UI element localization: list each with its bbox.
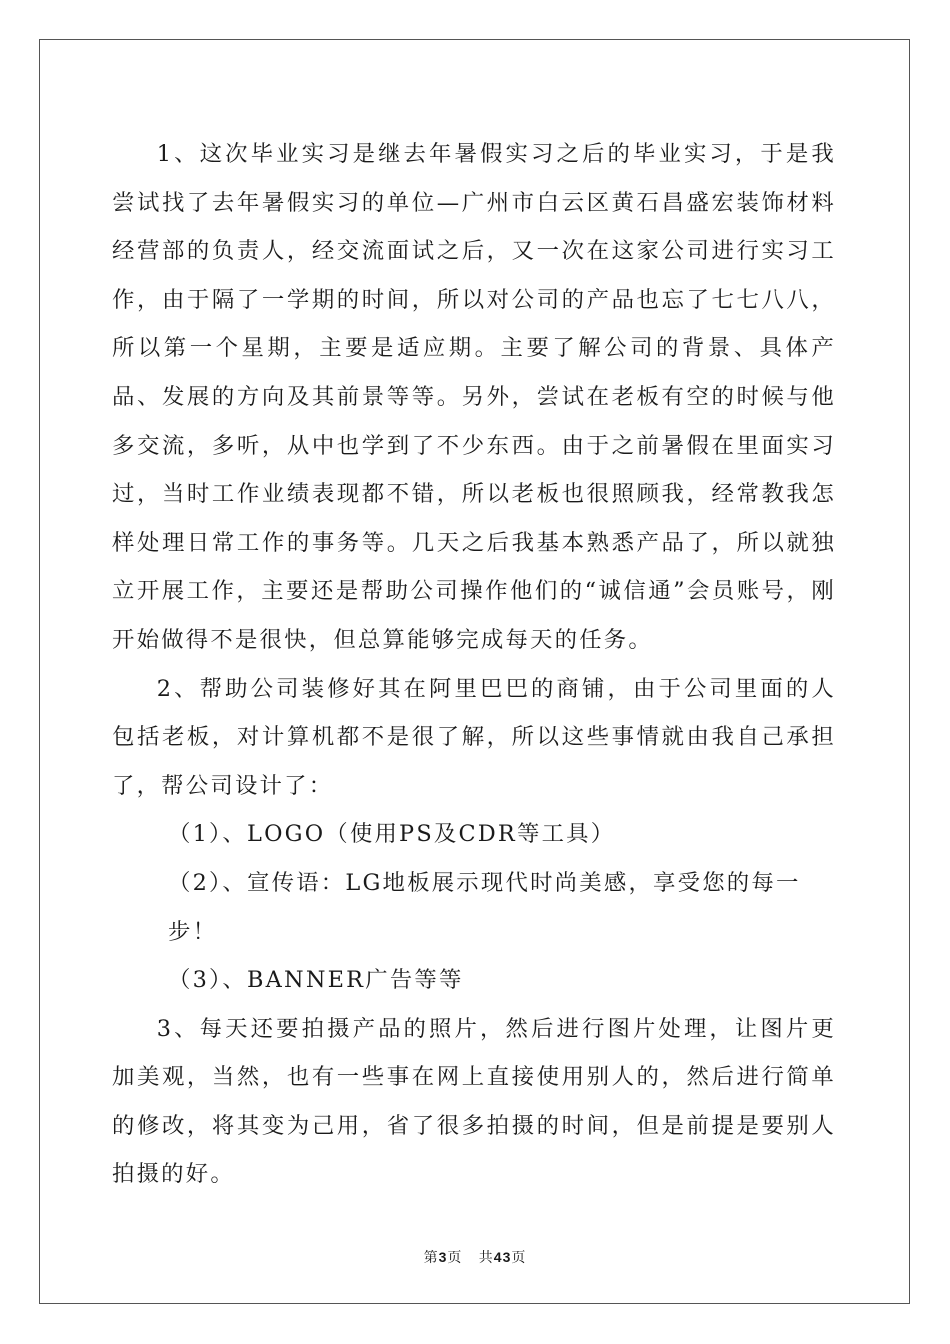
paragraph-3: 3、每天还要拍摄产品的照片，然后进行图片处理，让图片更加美观，当然，也有一些事在网上直接使用别人的，然后进行简单的修改，将其变为己用，省了很多拍摄的时间，但是前提是要别人拍摄的好。: [112, 1015, 836, 1188]
footer-total-pages: 43: [493, 1249, 512, 1265]
footer-page-suffix: 页: [447, 1250, 463, 1266]
page-footer: [0, 1247, 950, 1268]
paragraph-1: 1、这次毕业实习是继去年暑假实习之后的毕业实习，于是我尝试找了去年暑假实习的单位—广州市白云区黄石昌盛宏装饰材料经营部的负责人，经交流面试之后，又一次在这家公司进行实习工作，由于隔了一学期的时间，所以对公司的产品也忘了七七八八，所以第一个星期，主要是适应期。主要了解公司的背景、具体产品、发展的方向及其前景等等。另外，尝试在老板有空的时候与他多交流，多听，从中也学到了不少东西。由于之前暑假在里面实习过，当时工作业绩表现都不错，所以老板也很照顾我，经常教我怎样处理日常工作的事务等。几天之后我基本熟悉产品了，所以就独立开展工作，主要还是帮助公司操作他们的“诚信通”会员账号，刚开始做得不是很快，但总算能够完成每天的任务。: [112, 141, 836, 653]
document-body: [112, 130, 836, 1199]
footer-total-suffix: 页: [511, 1250, 527, 1266]
list-item-logo: （1）、LOGO（使用PS及CDR等工具）: [168, 821, 616, 848]
footer-total-prefix: 共: [478, 1250, 494, 1266]
footer-page-number: 3: [438, 1249, 448, 1265]
paragraph-2: 2、帮助公司装修好其在阿里巴巴的商铺，由于公司里面的人包括老板，对计算机都不是很了解，所以这些事情就由我自己承担了，帮公司设计了：: [112, 675, 836, 799]
list-item-banner: （3）、BANNER广告等等: [168, 967, 464, 994]
footer-page-prefix: 第: [423, 1250, 439, 1266]
list-item-slogan: （2）、宣传语：LG地板展示现代时尚美感，享受您的每一步！: [168, 869, 801, 945]
